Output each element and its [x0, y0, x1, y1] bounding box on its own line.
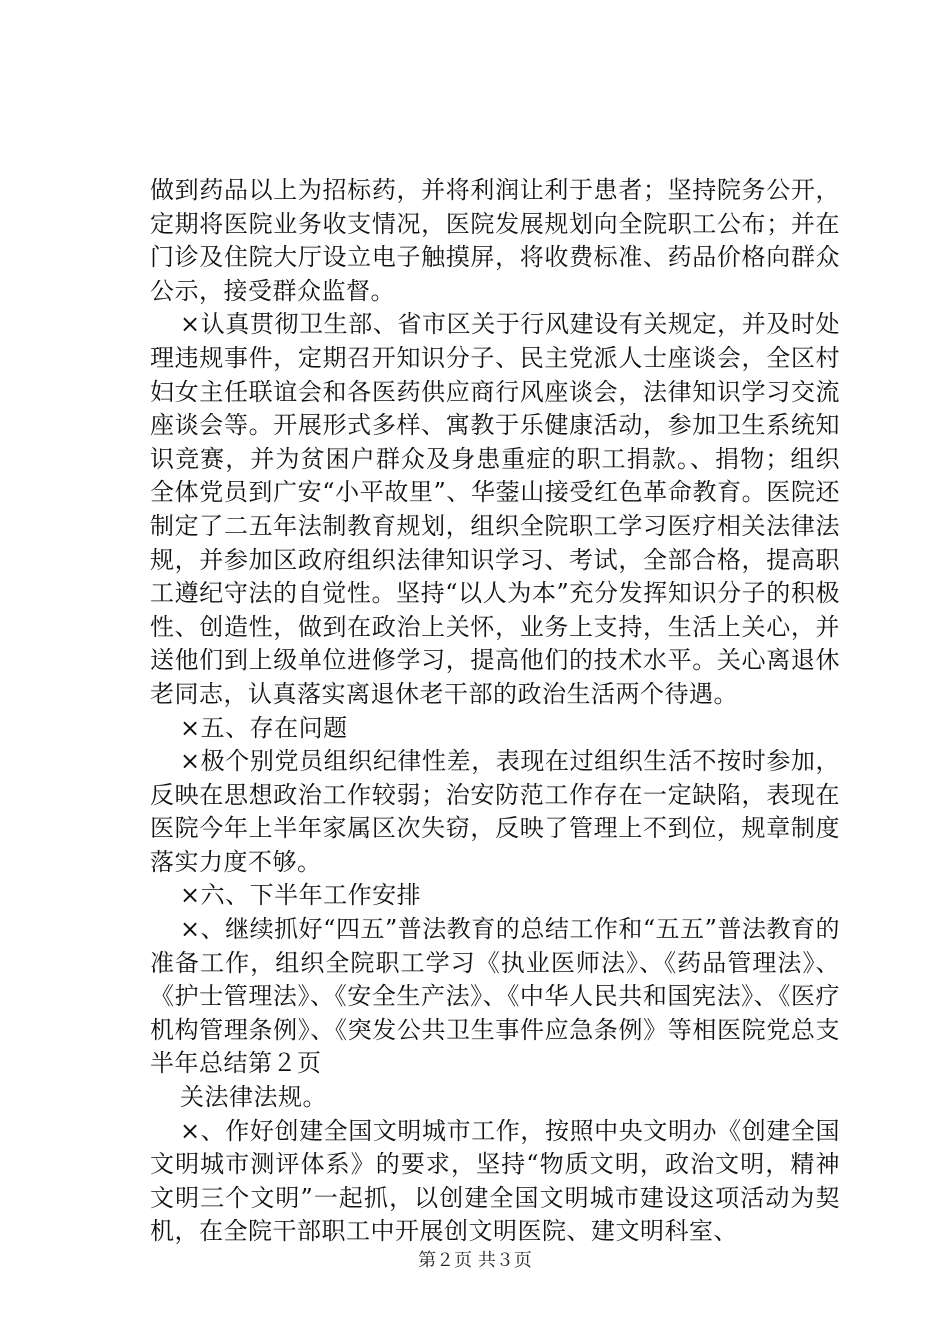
section-heading-6: ×六、下半年工作安排 [180, 881, 422, 910]
paragraph-3: ×极个别党员组织纪律性差，表现在过组织生活不按时参加，反映在思想政治工作较弱；治安防范工作存在一定缺陷，表现在医院今年上半年家属区次失窃，反映了管理上不到位，规章制度落实力度不够。 [150, 747, 840, 876]
paragraph-6: ×、作好创建全国文明城市工作，按照中央文明办《创建全国文明城市测评体系》的要求，坚持“物质文明，政治文明，精神文明三个文明”一起抓，以创建全国文明城市建设这项活动为契机，在全院干部职工中开展创文明医院、建文明科室、 [150, 1116, 840, 1246]
page-footer: 第２页 共３页 [418, 1250, 532, 1271]
document-body [150, 174, 840, 1249]
paragraph-1: 做到药品以上为招标药，并将利润让利于患者；坚持院务公开，定期将医院业务收支情况，医院发展规划向全院职工公布；并在门诊及住院大厅设立电子触摸屏，将收费标准、药品价格向群众公示，接受群众监督。 [150, 176, 840, 305]
paragraph-2: ×认真贯彻卫生部、省市区关于行风建设有关规定，并及时处理违规事件，定期召开知识分子、民主党派人士座谈会，全区村妇女主任联谊会和各医药供应商行风座谈会，法律知识学习交流座谈会等。开展形式多样、寓教于乐健康活动，参加卫生系统知识竞赛，并为贫困户群众及身患重症的职工捐款。、捐物；组织全体党员到广安“小平故里”、华蓥山接受红色革命教育。医院还制定了二五年法制教育规划，组织全院职工学习医疗相关法律法规，并参加区政府组织法律知识学习、考试，全部合格，提高职工遵纪守法的自觉性。坚持“以人为本”充分发挥知识分子的积极性、创造性，做到在政治上关怀，业务上支持，生活上关心，并送他们到上级单位进修学习，提高他们的技术水平。关心离退休老同志，认真落实离退休老干部的政治生活两个待遇。 [150, 310, 840, 708]
paragraph-5: 关法律法规。 [180, 1083, 327, 1112]
paragraph-4: ×、继续抓好“四五”普法教育的总结工作和“五五”普法教育的准备工作，组织全院职工学习《执业医师法》、《药品管理法》、《护士管理法》、《安全生产法》、《中华人民共和国宪法》、《医疗机构管理条例》、《突发公共卫生事件应急条例》等相医院党总支半年总结第２页 [150, 915, 840, 1078]
section-heading-5: ×五、存在问题 [180, 713, 348, 742]
